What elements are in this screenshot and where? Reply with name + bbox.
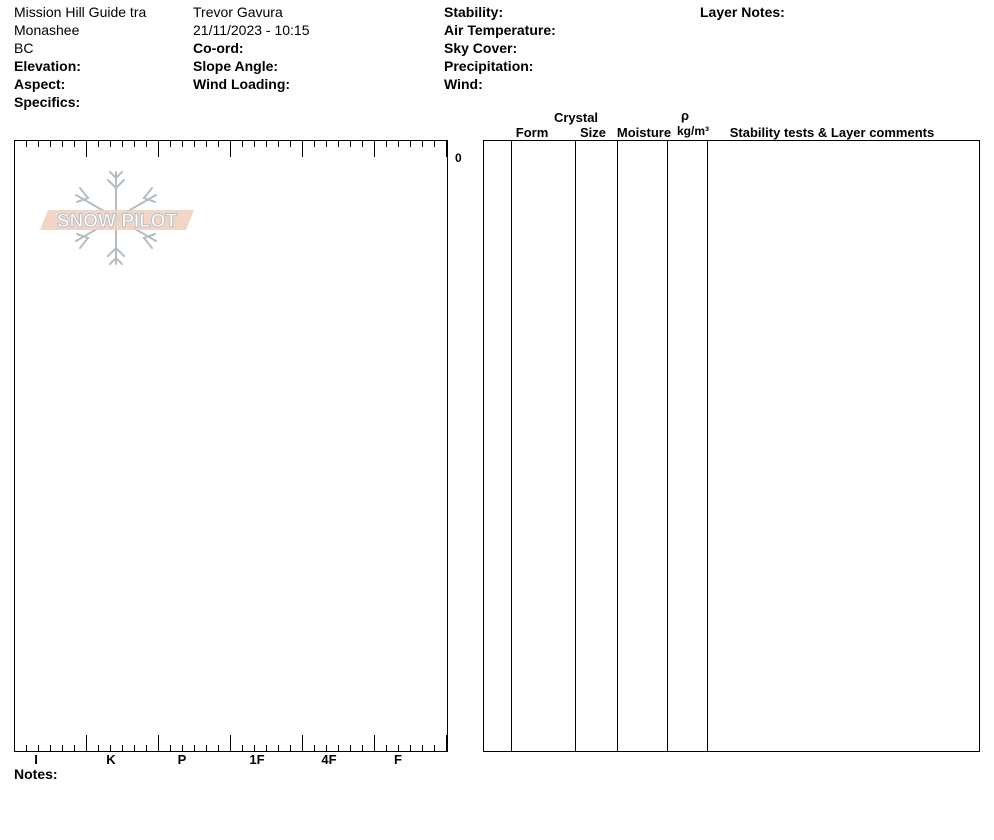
air-temperature-label: Air Temperature:	[444, 22, 556, 38]
hardness-label-f: F	[394, 752, 402, 767]
coord-label: Co-ord:	[193, 40, 244, 56]
layer-table	[483, 140, 980, 752]
region: BC	[14, 40, 34, 56]
layer-table-divider	[617, 140, 618, 752]
crystal-header: Crystal	[553, 110, 599, 125]
hardness-label-p: P	[177, 752, 187, 767]
wind-label: Wind:	[444, 76, 483, 92]
precipitation-label: Precipitation:	[444, 58, 534, 74]
layer-notes-label: Layer Notes:	[700, 4, 785, 20]
observation-datetime: 21/11/2023 - 10:15	[193, 22, 310, 38]
location-name: Mission Hill Guide tra	[14, 4, 147, 20]
layer-table-divider	[707, 140, 708, 752]
depth-top-label: 0	[455, 151, 462, 165]
moisture-header: Moisture	[616, 125, 672, 140]
mountain-range: Monashee	[14, 22, 80, 38]
hardness-label-1f: 1F	[249, 752, 265, 767]
snowpilot-logo-text: SNOW PILOT	[56, 211, 178, 232]
elevation-label: Elevation:	[14, 58, 81, 74]
size-header: Size	[579, 125, 606, 140]
layer-table-divider	[575, 140, 576, 752]
form-header: Form	[515, 125, 549, 140]
density-symbol-header: ρ	[680, 108, 690, 123]
wind-loading-label: Wind Loading:	[193, 76, 291, 92]
sky-cover-label: Sky Cover:	[444, 40, 518, 56]
specifics-label: Specifics:	[14, 94, 81, 110]
hardness-label-4f: 4F	[321, 752, 337, 767]
stability-comments-header: Stability tests & Layer comments	[729, 125, 935, 140]
snowpilot-logo	[36, 168, 196, 268]
density-unit-header: kg/m³	[676, 124, 709, 138]
stability-label: Stability:	[444, 4, 504, 20]
slope-angle-label: Slope Angle:	[193, 58, 279, 74]
layer-table-divider	[667, 140, 668, 752]
notes-label: Notes:	[14, 766, 58, 782]
hardness-label-k: K	[106, 752, 116, 767]
hardness-label-i: I	[34, 752, 38, 767]
layer-table-divider	[511, 140, 512, 752]
observer-name: Trevor Gavura	[193, 4, 283, 20]
aspect-label: Aspect:	[14, 76, 66, 92]
